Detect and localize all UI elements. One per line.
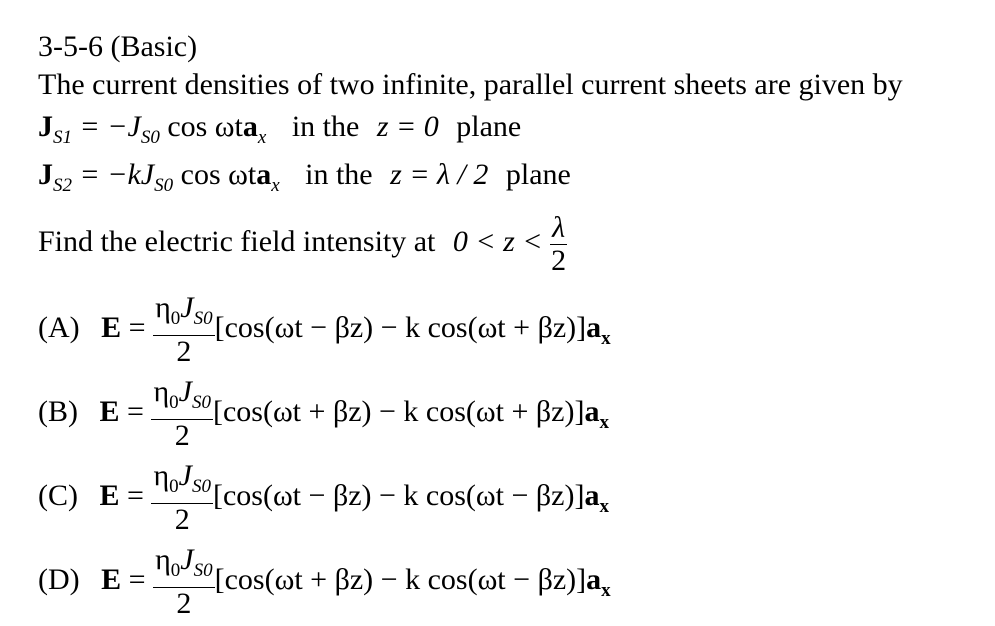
j-subscript: S2 — [53, 175, 72, 196]
coefficient-fraction — [153, 544, 215, 620]
unit-vector: a — [586, 310, 602, 344]
eq-suffix-a: in the — [291, 110, 360, 143]
problem-statement: The current densities of two infinite, parallel current sheets are given by — [38, 68, 903, 101]
unit-vector: a — [584, 394, 600, 428]
find-condition: 0 < z < — [452, 225, 543, 258]
coefficient-fraction — [151, 460, 213, 536]
eq-rhs: = −kJ — [79, 158, 155, 191]
unit-vector-subscript: x — [599, 411, 609, 433]
coefficient-fraction — [153, 292, 215, 368]
coefficient-fraction — [151, 376, 213, 452]
equals: = — [128, 310, 146, 344]
unit-vector-subscript: x — [601, 579, 611, 601]
j-subscript: S1 — [53, 127, 72, 148]
frac-denominator: 2 — [551, 243, 567, 277]
eq-condition: z = 0 — [376, 110, 439, 143]
e-symbol: E — [99, 478, 120, 512]
frac-numerator: $\eta_0J_{S0}$ — [153, 544, 215, 588]
option-bracket: [cos(ωt + βz) − k cos(ωt + βz)] — [212, 394, 585, 428]
lambda-over-2 — [550, 212, 567, 277]
find-text: Find the electric field intensity at — [38, 225, 436, 258]
option-bracket: [cos(ωt − βz) − k cos(ωt − βz)] — [212, 478, 585, 512]
frac-numerator: λ — [552, 210, 566, 244]
unit-vector: a — [256, 158, 272, 191]
equals: = — [128, 562, 146, 596]
eq-suffix-a: in the — [305, 158, 373, 191]
frac-numerator: $\eta_0J_{S0}$ — [151, 376, 213, 420]
frac-denominator: 2 — [174, 419, 190, 452]
unit-vector-subscript: x — [257, 127, 267, 148]
option-label: (D) — [38, 562, 80, 596]
find-statement — [38, 206, 567, 278]
option-label: (C) — [38, 478, 78, 512]
e-symbol: E — [101, 562, 122, 596]
frac-numerator: $\eta_0J_{S0}$ — [153, 292, 215, 336]
option-c — [38, 460, 609, 542]
eq-condition: z = λ / 2 — [390, 158, 489, 191]
unit-vector: a — [584, 478, 600, 512]
option-a — [38, 292, 611, 374]
eq-suffix-b: plane — [456, 110, 522, 143]
option-b — [38, 376, 609, 458]
equals: = — [127, 394, 144, 428]
frac-denominator: 2 — [176, 587, 192, 620]
option-label: (A) — [38, 310, 80, 344]
eq-suffix-b: plane — [505, 158, 571, 191]
frac-numerator: $\eta_0J_{S0}$ — [151, 460, 213, 504]
option-label: (B) — [38, 394, 78, 428]
option-bracket: [cos(ωt − βz) − k cos(ωt + βz)] — [214, 310, 587, 344]
eq-rhs-subscript: S0 — [154, 175, 174, 196]
j-symbol: J — [38, 110, 53, 143]
option-d — [38, 544, 611, 626]
eq-rhs-subscript: S0 — [140, 127, 160, 148]
e-symbol: E — [101, 310, 122, 344]
equation-js2 — [38, 158, 571, 203]
eq-cos: cos ωt — [180, 158, 257, 191]
problem-id: 3-5-6 (Basic) — [38, 30, 198, 63]
unit-vector: a — [586, 562, 602, 596]
e-symbol: E — [99, 394, 120, 428]
frac-denominator: 2 — [174, 503, 190, 536]
equation-js1 — [38, 110, 521, 155]
eq-cos: cos ωt — [167, 110, 243, 143]
unit-vector-subscript: x — [271, 175, 280, 196]
unit-vector-subscript: x — [601, 327, 611, 349]
frac-denominator: 2 — [176, 335, 192, 368]
eq-rhs: = −J — [79, 110, 141, 143]
equals: = — [127, 478, 144, 512]
unit-vector-subscript: x — [599, 495, 609, 517]
j-symbol: J — [38, 158, 53, 191]
unit-vector: a — [242, 110, 258, 143]
option-bracket: [cos(ωt + βz) − k cos(ωt − βz)] — [214, 562, 587, 596]
